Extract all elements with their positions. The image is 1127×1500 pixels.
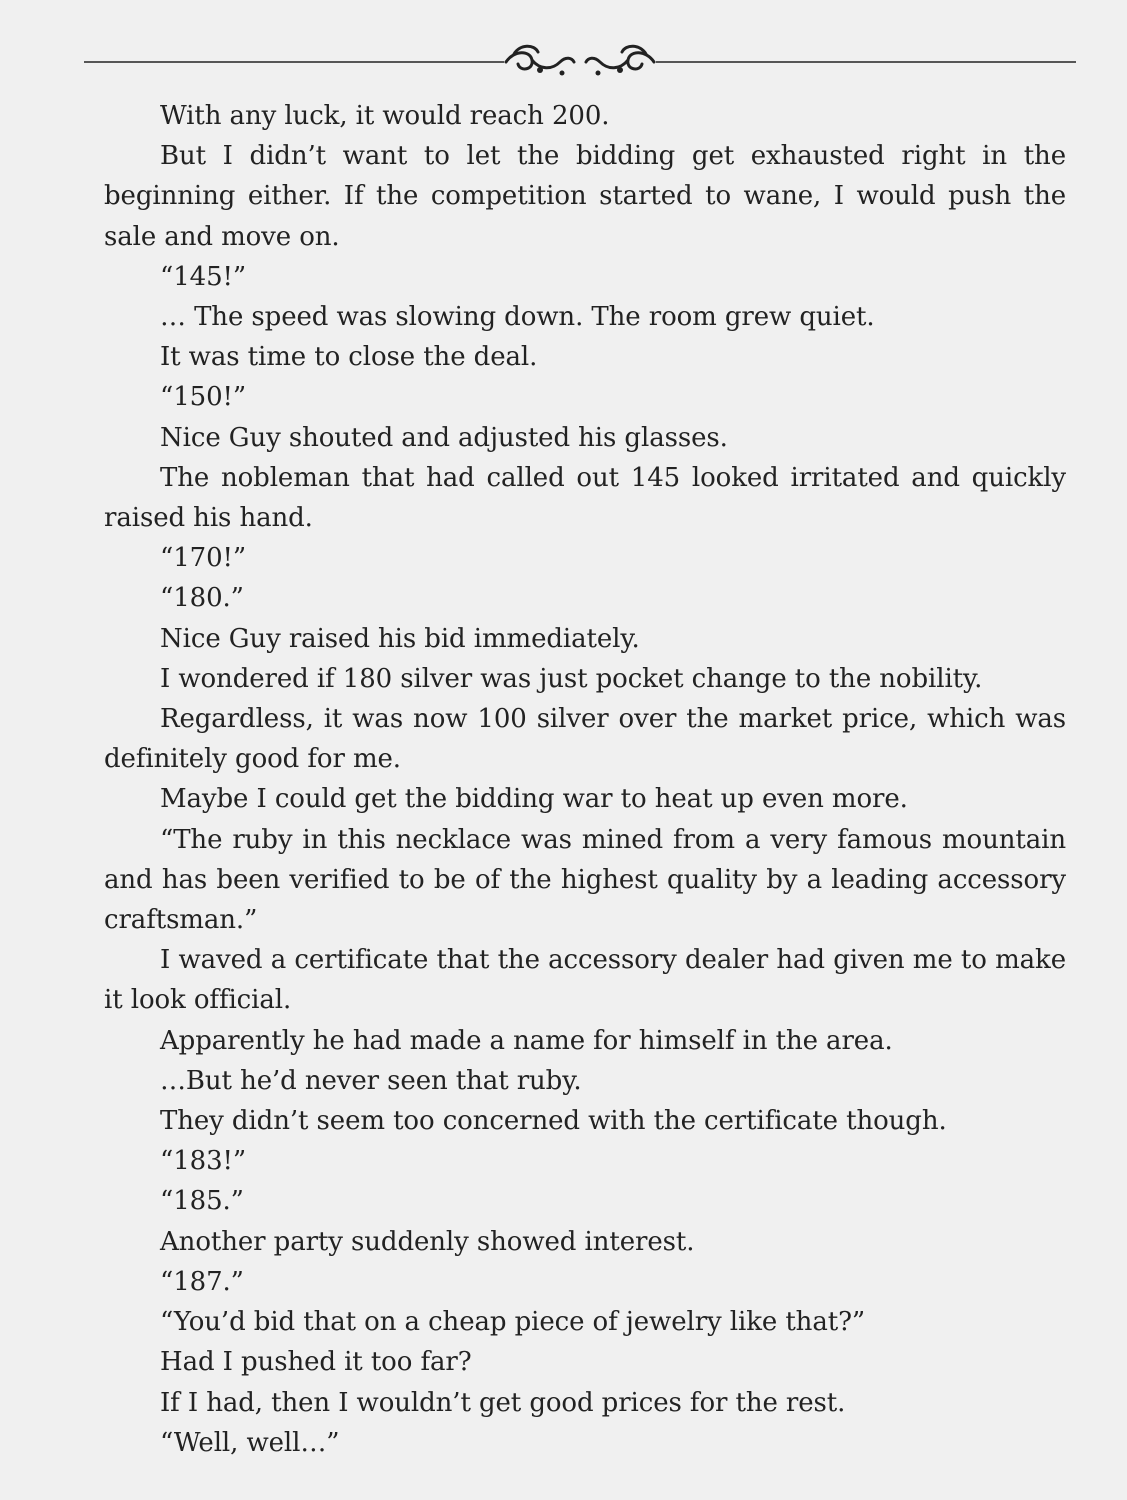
paragraph: Apparently he had made a name for himself in the area. (160, 1025, 893, 1056)
page-body-text (104, 96, 1066, 1463)
paragraph: But I didn’t want to let the bidding get exhausted right in the beginning either. If the competition started to wane, I would push the sale and move on. (104, 141, 1066, 252)
paragraph: If I had, then I wouldn’t get good prices for the rest. (160, 1387, 846, 1418)
paragraph: “You’d bid that on a cheap piece of jewelry like that?” (160, 1307, 866, 1338)
paragraph: “180.” (160, 583, 244, 614)
paragraph: They didn’t seem too concerned with the certificate though. (160, 1106, 947, 1137)
paragraph: Maybe I could get the bidding war to heat up even more. (160, 784, 908, 815)
paragraph: Nice Guy shouted and adjusted his glasses. (160, 422, 728, 453)
paragraph: Had I pushed it too far? (160, 1347, 472, 1378)
paragraph: …But he’d never seen that ruby. (160, 1065, 582, 1096)
paragraph: With any luck, it would reach 200. (160, 101, 610, 131)
paragraph: “183!” (160, 1146, 247, 1177)
paragraph: I waved a certificate that the accessory dealer had given me to make it look official. (104, 945, 1066, 1016)
header-flourish-divider-icon (84, 40, 1076, 84)
paragraph: “187.” (160, 1266, 244, 1297)
paragraph: “145!” (160, 261, 247, 292)
paragraph: The nobleman that had called out 145 looked irritated and quickly raised his hand. (104, 462, 1066, 534)
paragraph: “The ruby in this necklace was mined from a very famous mountain and has been verified to be of the highest quality by a leading accessory craftsman.” (104, 824, 1066, 936)
paragraph: Another party suddenly showed interest. (160, 1226, 695, 1257)
paragraph: “170!” (160, 543, 247, 574)
paragraph: “150!” (160, 382, 247, 413)
paragraph: … The speed was slowing down. The room grew quiet. (160, 302, 875, 333)
paragraph: “Well, well…” (160, 1427, 340, 1458)
paragraph: Nice Guy raised his bid immediately. (160, 623, 640, 654)
paragraph: Regardless, it was now 100 silver over the market price, which was definitely good for me. (104, 704, 1066, 775)
paragraph: It was time to close the deal. (160, 342, 538, 373)
paragraph: “185.” (160, 1186, 244, 1217)
paragraph: I wondered if 180 silver was just pocket change to the nobility. (160, 663, 983, 694)
